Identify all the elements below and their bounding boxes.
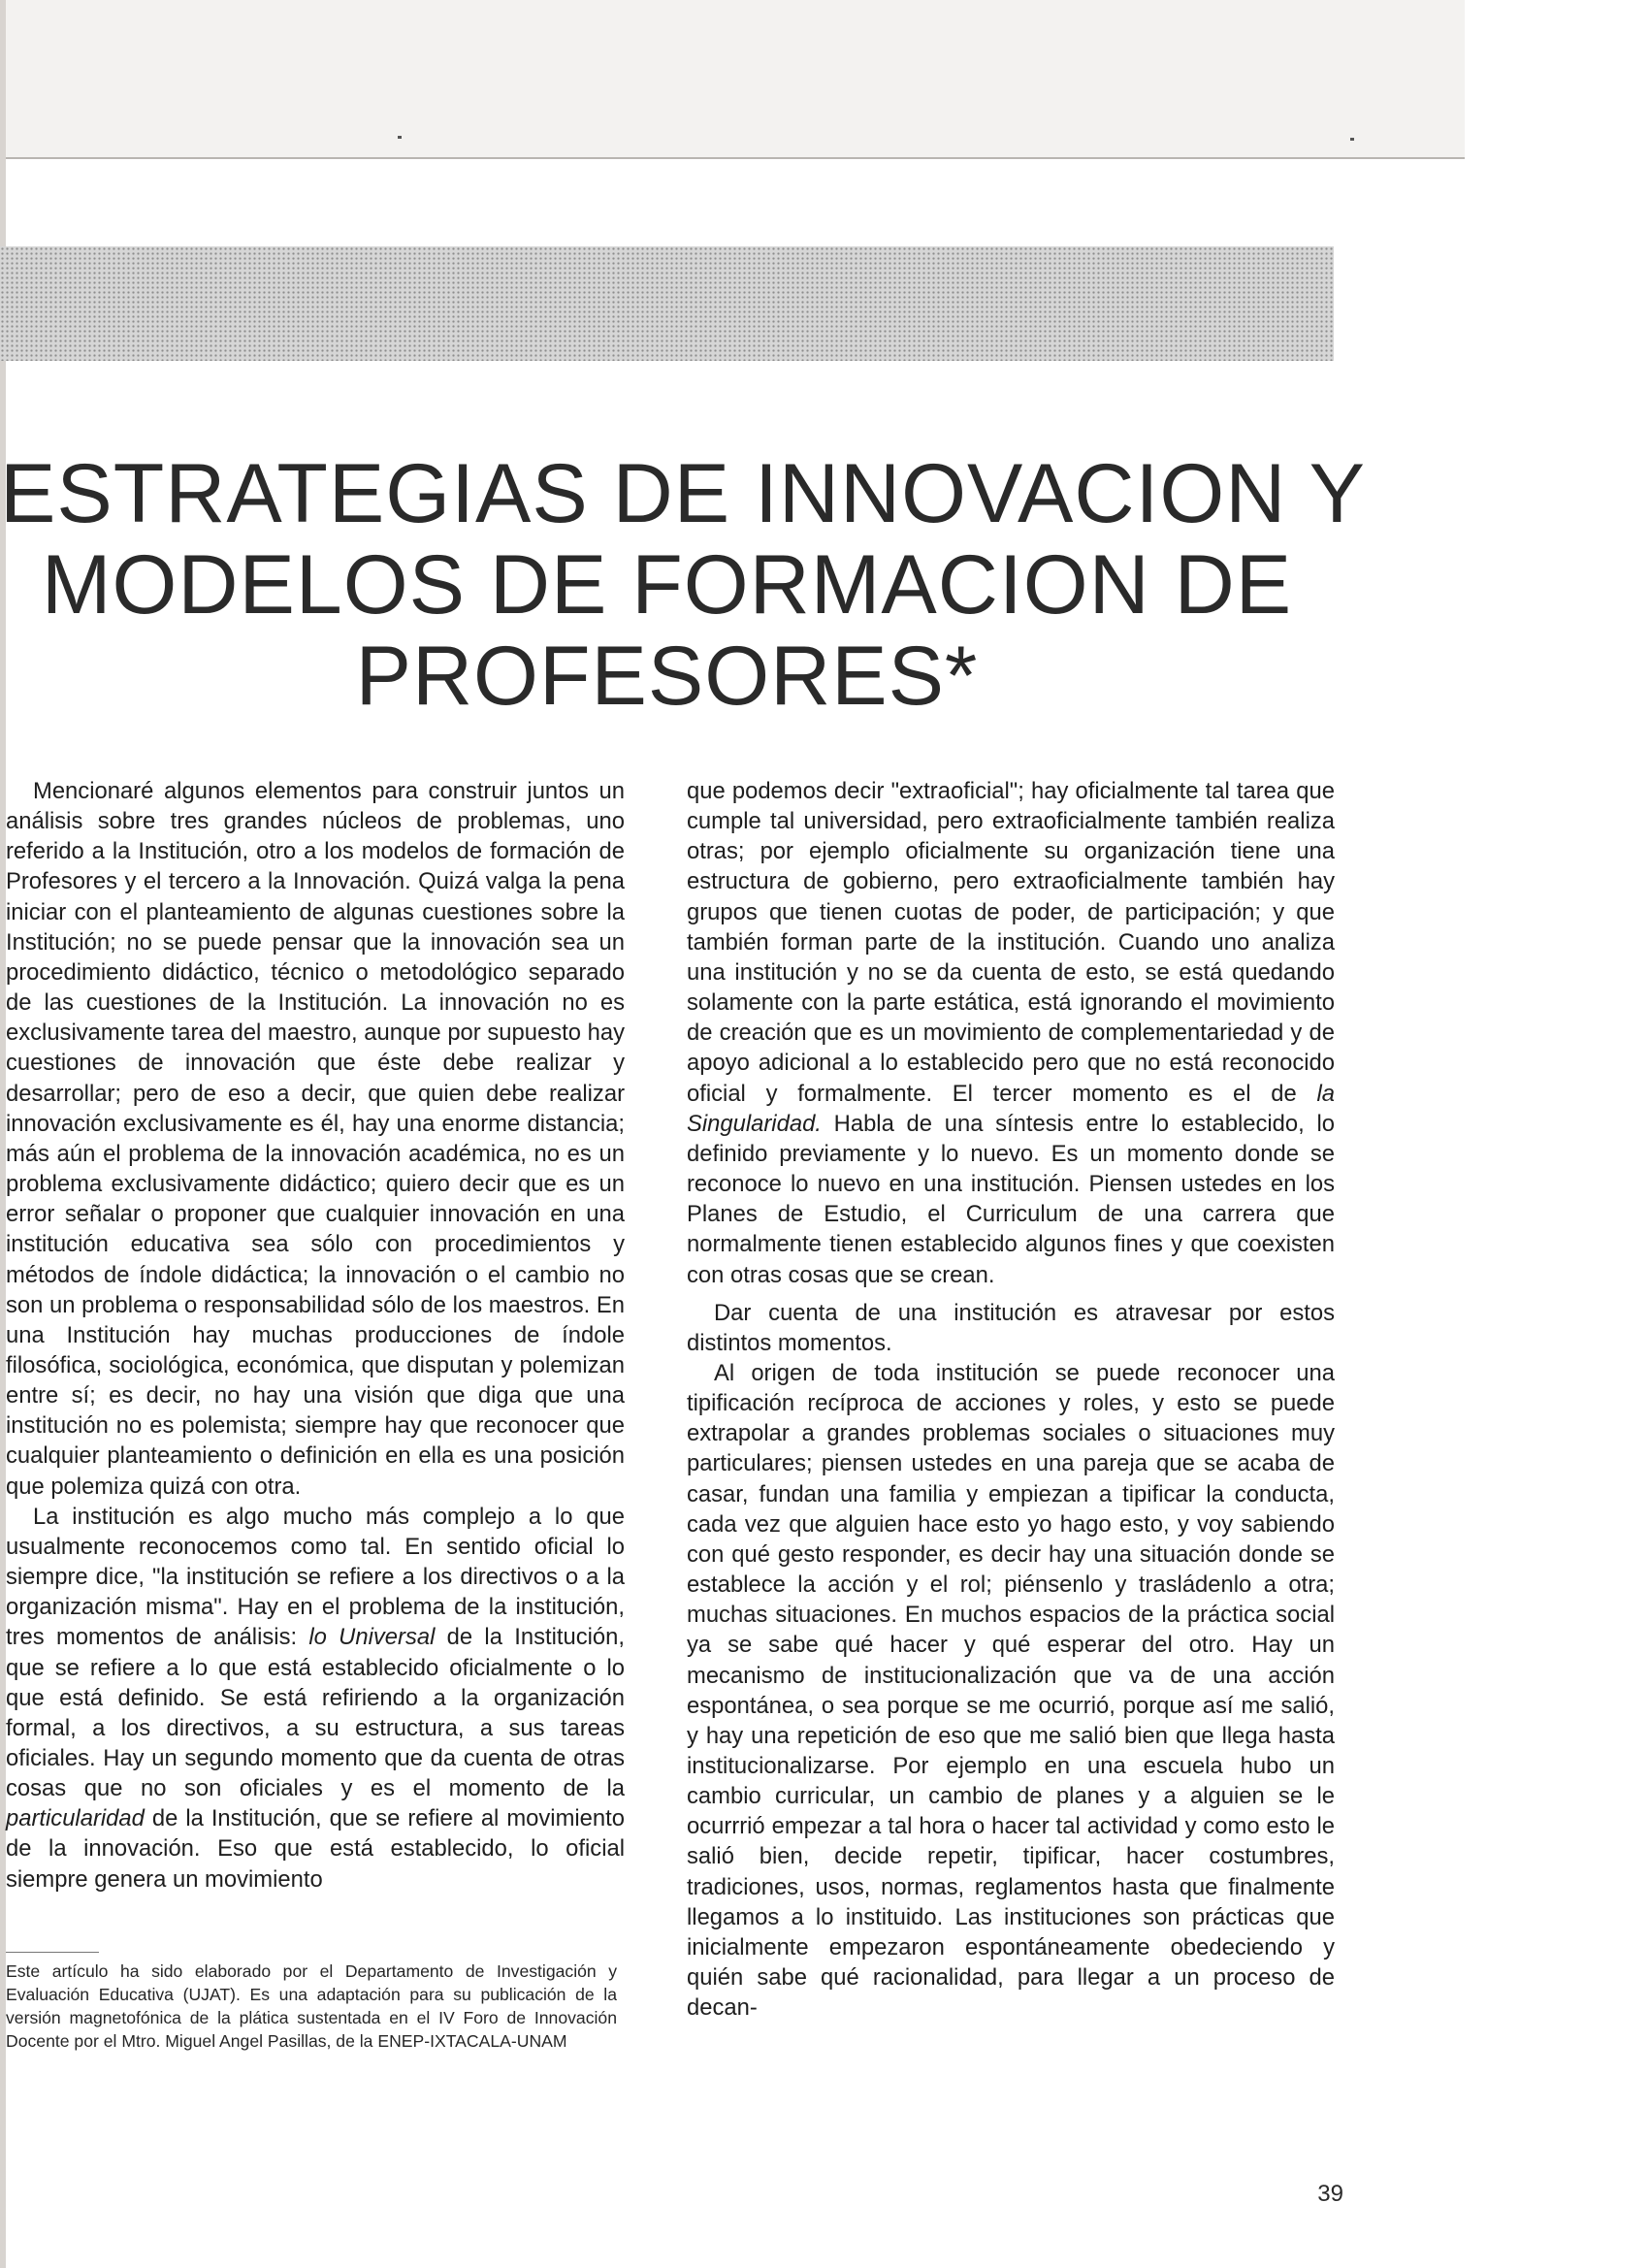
left-paragraph-2-text-b: de la Institución, que se refiere a lo que está establecido oficialmente o lo que está definido. Se está refiriendo a la organización formal, a los directivos, a su estructura, a sus tareas oficiales. Hay un segundo momento que da cuenta de otras cosas que no son oficiales y es el momento de la [6,1624,625,1802]
left-paragraph-2-emphasis-particularidad: particularidad [6,1805,145,1832]
footnote: Este artículo ha sido elaborado por el Departamento de Investigación y Evaluación Educativa (UJAT). Es una adaptación para su publicación de la versión magnetofónica de la plática sustentada en el IV Foro de Innovación Docente por el Mtro. Miguel Angel Pasillas, de la ENEP-IXTACALA-UNAM [6,1961,617,2051]
right-column [687,776,1335,2023]
footnote-divider [6,1952,99,1953]
left-paragraph-2 [6,1502,625,1895]
right-paragraph-1-text-b: Habla de una síntesis entre lo establecido, lo definido previamente y lo nuevo. Es un momento donde se reconoce lo nuevo en una institución. Piensen ustedes en los Planes de Estudio, el Curriculum de una carrera que normalmente tienen establecido algunos fines y que coexisten con otras cosas que se crean. [687,1110,1335,1288]
right-paragraph-3: Al origen de toda institución se puede reconocer una tipificación recíproca de acciones y roles, y esto se puede extrapolar a grandes problemas sociales o situaciones muy particulares; piensen ustedes en una pareja que se acaba de casar, fundan una familia y empiezan a tipificar la conducta, cada vez que alguien hace esto yo hago esto, y voy sabiendo con qué gesto responder, es decir hay una situación donde se establece la acción y el rol; piénsenlo y trasládenlo a otra; muchas situaciones. En muchos espacios de la práctica social ya se sabe qué hacer y qué esperar del otro. Hay un mecanismo de institucionalización que va de una acción espontánea, o sea porque se me ocurrió, porque así me salió, y hay una repetición de eso que me salió bien que llega hasta institucionalizarse. Por ejemplo en una escuela hubo un cambio curricular, un cambio de planes y a alguien se le ocurrrió empezar a tal hora o hacer tal actividad y como esto le salió bien, decide repetir, tipificar, hacer costumbres, tradiciones, usos, normas, reglamentos hasta que finalmente llegamos a lo instituido. Las instituciones son prácticas que inicialmente empezaron espontáneamente obedeciendo y quién sabe qué racionalidad, para llegar a un proceso de decan- [687,1359,1335,2022]
right-paragraph-1 [687,776,1335,1290]
article-title [0,447,1367,723]
right-paragraph-1-text-a: que podemos decir "extraoficial"; hay oficialmente tal tarea que cumple tal universidad, pero extraoficialmente también realiza otras; por ejemplo oficialmente su organización tiene una estructura de gobierno, pero extraoficialmente también hay grupos que tienen cuotas de poder, de participación; y que también forman parte de la institución. Cuando uno analiza una institución y no se da cuenta de esto, se está quedando solamente con la parte estática, está ignorando el movimiento de creación que es un movimiento de complementariedad y de apoyo adicional a lo establecido pero que no está reconocido oficial y formalmente. El tercer momento es el de [687,778,1335,1107]
left-paragraph-1: Mencionaré algunos elementos para construir juntos un análisis sobre tres grandes núcleos de problemas, uno referido a la Institución, otro a los modelos de formación de Profesores y el tercero a la Innovación. Quizá valga la pena iniciar con el planteamiento de algunas cuestiones sobre la Institución; no se puede pensar que la innovación sea un procedimiento didáctico, técnico o metodológico separado de las cuestiones de la Institución. La innovación no es exclusivamente tarea del maestro, aunque por supuesto hay cuestiones de innovación que éste debe realizar y desarrollar; pero de eso a decir, que quien debe realizar innovación exclusivamente es él, hay una enorme distancia; más aún el problema de la innovación académica, no es un problema exclusivamente didáctico; quiero decir que es un error señalar o proponer que cualquier innovación en una institución educativa sea sólo con procedimientos y métodos de índole didáctica; la innovación o el cambio no son un problema o responsabilidad sólo de los maestros. En una Institución hay muchas producciones de índole filosófica, sociológica, económica, que disputan y polemizan entre sí; es decir, no hay una visión que diga que una institución no es polemista; siempre hay que reconocer que cualquier planteamiento o definición en ella es una posición que polemiza quizá con otra. [6,778,625,1500]
left-paragraph-2-text-c: de la Institución, que se refiere al movimiento de la innovación. Eso que está establecido, lo oficial siempre genera un movimiento [6,1805,625,1893]
scan-speck [1350,138,1354,141]
right-paragraph-2: Dar cuenta de una institución es atravesar por estos distintos momentos. [687,1299,1335,1356]
title-line-3: PROFESORES* [355,630,979,723]
left-paragraph-2-emphasis-universal: lo Universal [308,1624,436,1651]
title-line-1: ESTRATEGIAS DE INNOVACION Y [0,447,1367,540]
title-line-2: MODELOS DE FORMACION DE [41,538,1293,632]
left-paragraph-2-text-a: La institución es algo mucho más complejo a lo que usualmente reconocemos como tal. En sentido oficial lo siempre dice, "la institución se refiere a los directivos o a la organización misma". Hay en el problema de la institución, tres momentos de análisis: [6,1503,625,1651]
scan-speck [398,136,402,139]
previous-page-edge [0,0,1465,159]
page-number: 39 [1317,2181,1343,2207]
left-column [6,776,625,1895]
decorative-halftone-banner [0,246,1334,361]
right-paragraph-1-emphasis-singularidad: la Singularidad. [687,1080,1335,1137]
